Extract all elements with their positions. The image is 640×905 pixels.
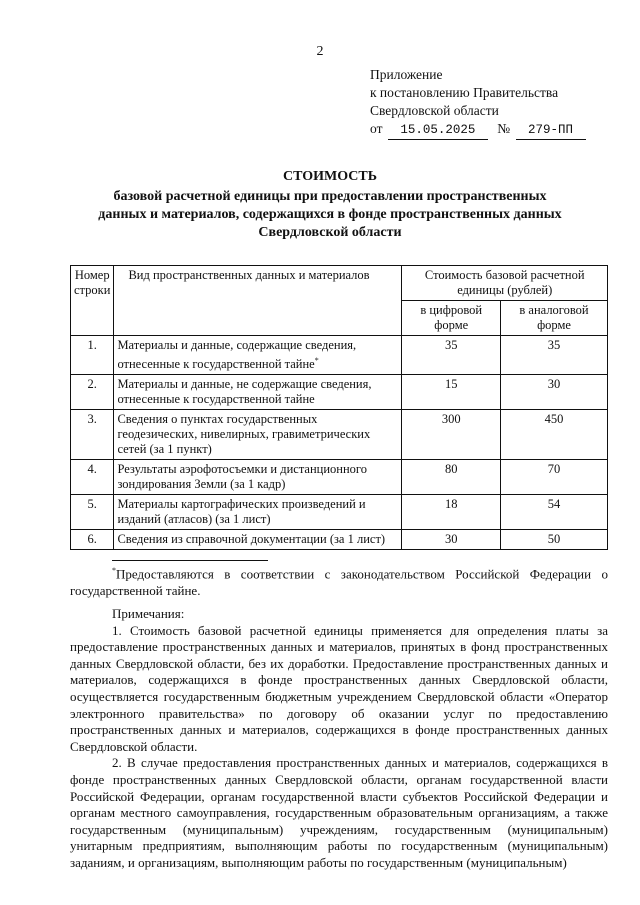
row-data-type-text: Материалы и данные, содержащие сведения, отнесенные к государственной тайне	[117, 338, 357, 372]
footnote-mark: *	[112, 566, 116, 575]
row-data-type	[114, 375, 402, 410]
page-number: 2	[316, 44, 324, 59]
row-number: 6.	[71, 530, 114, 550]
row-data-type-text: Материалы и данные, не содержащие сведения, отнесенные к государственной тайне	[117, 377, 372, 407]
table-row	[71, 495, 608, 530]
annex-line-3: Свердловской области	[370, 103, 499, 118]
row-cost-digital: 35	[402, 336, 501, 375]
row-cost-digital: 300	[402, 410, 501, 460]
annex-line-2: к постановлению Правительства	[370, 85, 559, 100]
header-analog: в аналоговой форме	[501, 301, 608, 336]
row-cost-analog: 70	[501, 460, 608, 495]
table-row	[71, 410, 608, 460]
title-line-3: Свердловской области	[258, 225, 402, 240]
row-cost-analog: 54	[501, 495, 608, 530]
row-cost-analog: 30	[501, 375, 608, 410]
price-table	[70, 265, 608, 550]
row-number: 3.	[71, 410, 114, 460]
row-number: 1.	[71, 336, 114, 375]
note-1: 1. Стоимость базовой расчетной единицы применяется для определения платы за предоставление пространственных данных и материалов, принятых в фонд пространственных данных Свердловской области, без их доработки. Предоставление пространственных данных и материалов, содержащихся в фонде пространственных данных Свердловской области, осуществляется государственным бюджетным учреждением Свердловской области «Оператор электронного правительства» по договору об оказании услуг по предоставлению пространственных данных и материалов, содержащихся в фонде пространственных данных Свердловской области.	[70, 622, 608, 754]
annex-block	[370, 66, 586, 140]
header-digital: в цифровой форме	[402, 301, 501, 336]
footnote-reference: *	[314, 356, 319, 365]
row-data-type-text: Сведения из справочной документации (за 1 лист)	[117, 532, 386, 547]
header-row-number: Номер строки	[71, 266, 114, 336]
row-cost-analog: 50	[501, 530, 608, 550]
row-data-type	[114, 530, 402, 550]
notes-section	[70, 606, 608, 872]
row-cost-digital: 15	[402, 375, 501, 410]
title-line-2: данных и материалов, содержащихся в фонде пространственных данных	[98, 207, 562, 222]
row-cost-digital: 80	[402, 460, 501, 495]
row-cost-digital: 18	[402, 495, 501, 530]
annex-date-line	[370, 120, 586, 140]
footnote-text: Предоставляются в соответствии с законодательством Российской Федерации о государственной тайне.	[70, 566, 608, 599]
row-data-type-text: Результаты аэрофотосъемки и дистанционного зондирования Земли (за 1 кадр)	[117, 462, 367, 492]
footnote-separator	[112, 560, 268, 561]
table-body	[71, 336, 608, 550]
resolution-date: 15.05.2025	[388, 121, 488, 140]
footnote	[70, 562, 608, 599]
header-data-type: Вид пространственных данных и материалов	[114, 266, 402, 336]
row-data-type	[114, 410, 402, 460]
table-row	[71, 336, 608, 375]
note-2: 2. В случае предоставления пространственных данных и материалов, содержащихся в фонде пространственных данных Свердловской области, органам государственной власти Российской Федерации, органам государственной власти субъектов Российской Федерации и органам местного самоуправления, государственным образовательным организациям, а также государственным (муниципальным) учреждениям, государственным (муниципальным) унитарным предприятиям, выполняющим работы по государственным (муниципальным) заданиям, и организациям, выполняющим работы по государственным (муниципальным)	[70, 755, 608, 870]
number-prefix: №	[497, 121, 511, 136]
annex-line-1: Приложение	[370, 67, 443, 82]
row-number: 5.	[71, 495, 114, 530]
row-cost-digital: 30	[402, 530, 501, 550]
header-cost: Стоимость базовой расчетной единицы (рублей)	[402, 266, 608, 301]
row-data-type	[114, 460, 402, 495]
notes-heading: Примечания:	[112, 606, 185, 621]
title-main: СТОИМОСТЬ	[282, 169, 378, 184]
row-cost-analog: 35	[501, 336, 608, 375]
document-title	[70, 168, 590, 242]
row-data-type	[114, 495, 402, 530]
table-row	[71, 375, 608, 410]
resolution-number: 279-ПП	[516, 121, 586, 140]
row-cost-analog: 450	[501, 410, 608, 460]
row-data-type-text: Материалы картографических произведений и изданий (атласов) (за 1 лист)	[117, 497, 366, 527]
table-row	[71, 460, 608, 495]
title-line-1: базовой расчетной единицы при предоставлении пространственных	[113, 189, 547, 204]
row-number: 2.	[71, 375, 114, 410]
date-prefix: от	[370, 121, 383, 136]
row-number: 4.	[71, 460, 114, 495]
table-row	[71, 530, 608, 550]
row-data-type	[114, 336, 402, 375]
row-data-type-text: Сведения о пунктах государственных геодезических, нивелирных, гравиметрических сетей (за 1 пункт)	[117, 412, 371, 457]
